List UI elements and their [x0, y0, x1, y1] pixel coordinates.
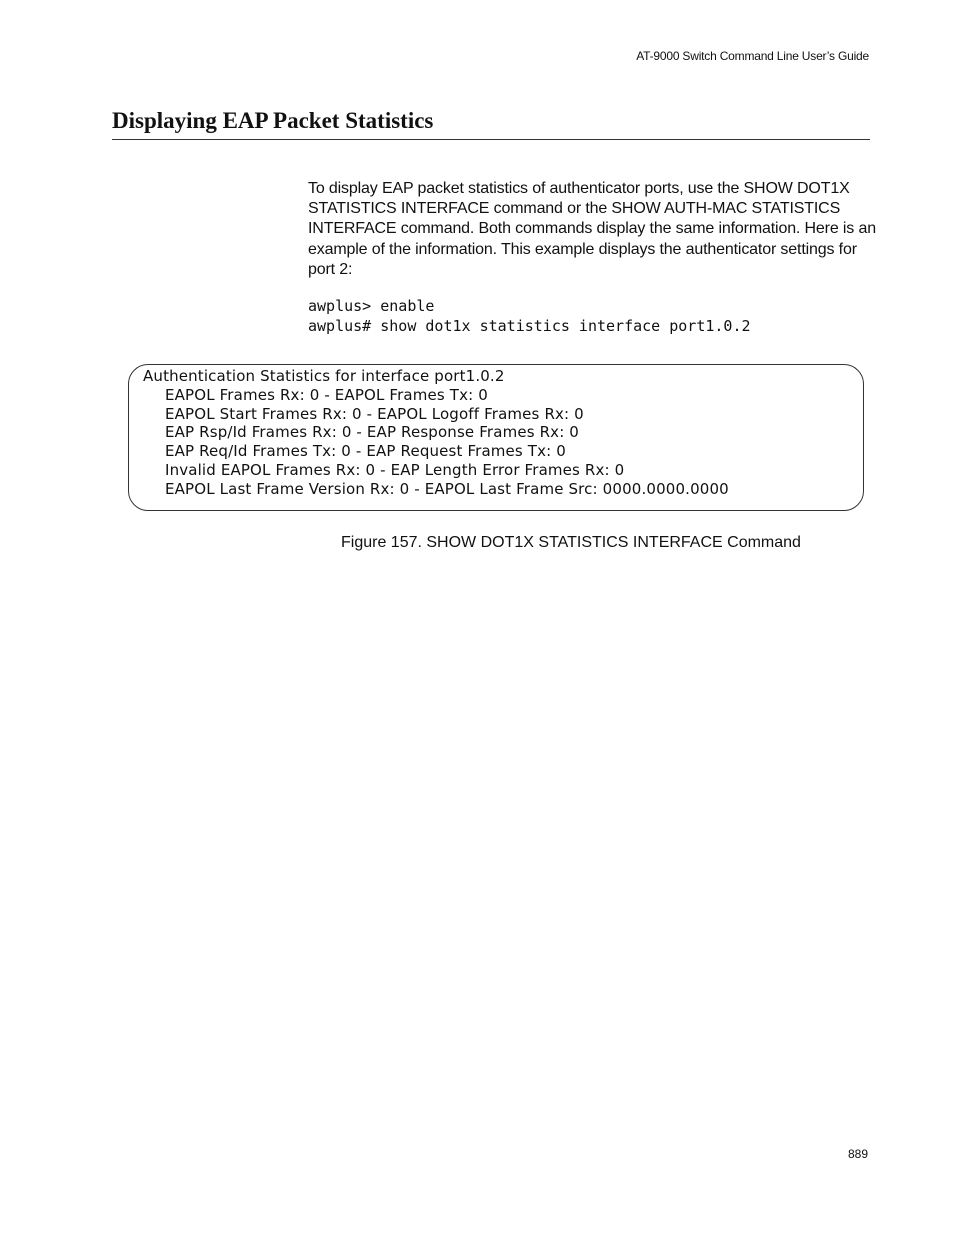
output-heading: Authentication Statistics for interface port1.0.2: [143, 367, 505, 385]
command-output: [143, 367, 853, 499]
section-title: Displaying EAP Packet Statistics: [112, 108, 434, 133]
intro-paragraph: To display EAP packet statistics of authenticator ports, use the SHOW DOT1X STATISTICS INTERFACE command or the SHOW AUTH-MAC STATISTICS INTERFACE command. Both commands display the same information. Here is an example of the information. This example displays the authenticator settings for port 2:: [308, 180, 876, 278]
title-rule: [112, 139, 870, 140]
output-line: EAPOL Start Frames Rx: 0 - EAPOL Logoff Frames Rx: 0: [165, 404, 584, 423]
command-line: awplus> enable: [308, 297, 435, 315]
output-line: EAPOL Frames Rx: 0 - EAPOL Frames Tx: 0: [165, 385, 488, 404]
command-example: [308, 297, 751, 336]
command-line: awplus# show dot1x statistics interface port1.0.2: [308, 316, 751, 335]
output-line: Invalid EAPOL Frames Rx: 0 - EAP Length Error Frames Rx: 0: [165, 460, 625, 479]
page-number: 889: [847, 1147, 868, 1161]
running-header: AT-9000 Switch Command Line User’s Guide: [636, 49, 869, 63]
output-line: EAP Req/Id Frames Tx: 0 - EAP Request Frames Tx: 0: [165, 442, 566, 461]
output-line: EAPOL Last Frame Version Rx: 0 - EAPOL Last Frame Src: 0000.0000.0000: [165, 479, 729, 498]
output-line: EAP Rsp/Id Frames Rx: 0 - EAP Response Frames Rx: 0: [165, 423, 580, 442]
figure-caption: Figure 157. SHOW DOT1X STATISTICS INTERFACE Command: [341, 534, 801, 551]
